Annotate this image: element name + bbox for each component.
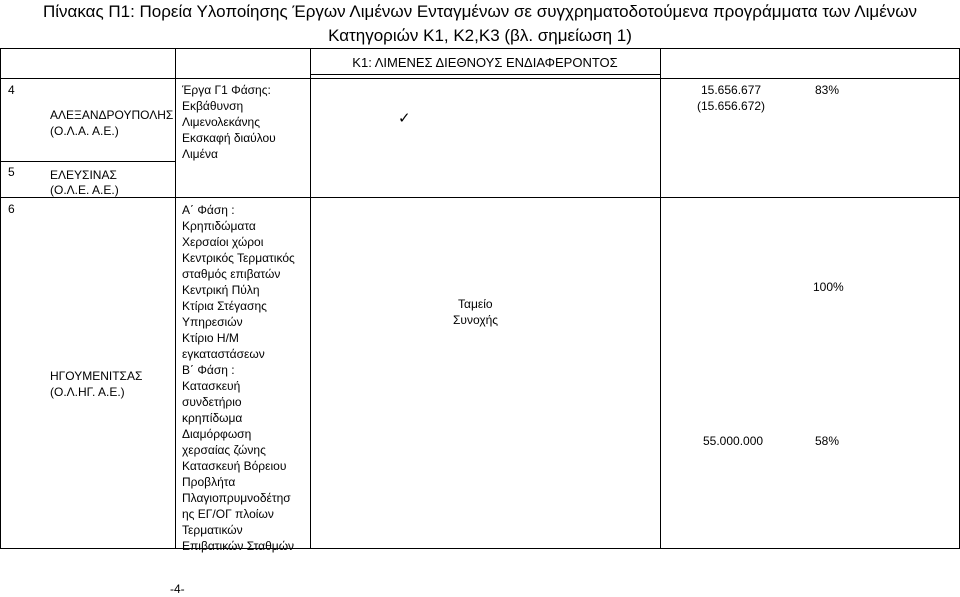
- banner-right-border: [660, 48, 661, 549]
- project-line: Κρηπιδώματα: [182, 219, 256, 233]
- port-authority: (Ο.Λ.Ε. Α.Ε.): [50, 183, 119, 197]
- table-left-border: [0, 48, 1, 549]
- port-authority: (Ο.Λ.Α. Α.Ε.): [50, 124, 119, 138]
- project-line: Εκσκαφή διαύλου: [182, 131, 276, 145]
- project-line: ης ΕΓ/ΟΓ πλοίων: [182, 507, 274, 521]
- row-number: 4: [8, 83, 15, 97]
- row-4-bottom-border: [0, 161, 175, 162]
- project-line: Χερσαίοι χώροι: [182, 235, 264, 249]
- project-line: Κατασκευή: [182, 379, 241, 393]
- progress-value: 83%: [815, 83, 840, 97]
- project-line: Α΄ Φάση :: [182, 203, 235, 217]
- project-line: Κτίριο Η/Μ: [182, 331, 239, 345]
- project-line: Υπηρεσιών: [182, 315, 243, 329]
- project-line: Επιβατικών Σταθμών: [182, 539, 295, 553]
- progress-value: 100%: [813, 280, 844, 294]
- funding-source: Ταμείο: [458, 297, 493, 311]
- checkmark-icon: ✓: [398, 110, 411, 127]
- budget-value-original: (15.656.672): [697, 99, 766, 113]
- project-line: Β΄ Φάση :: [182, 363, 235, 377]
- project-line: Κατασκευή Βόρειου: [182, 459, 287, 473]
- project-line: Πλαγιοπρυμνοδέτησ: [182, 491, 291, 505]
- row-number: 6: [8, 202, 15, 216]
- project-line: Προβλήτα: [182, 475, 236, 489]
- project-line: κρηπίδωμα: [182, 411, 243, 425]
- budget-value: 55.000.000: [703, 434, 764, 448]
- project-line: χερσαίας ζώνης: [182, 443, 266, 457]
- project-col-border: [310, 48, 311, 549]
- table-bottom-border: [0, 548, 960, 549]
- project-line: Λιμενολεκάνης: [182, 115, 260, 129]
- port-authority: (Ο.Λ.ΗΓ. Α.Ε.): [50, 385, 125, 399]
- banner-bottom-border: [310, 74, 660, 75]
- project-line: εγκαταστάσεων: [182, 347, 265, 361]
- project-line: σταθμός επιβατών: [182, 267, 281, 281]
- project-line: Εκβάθυνση: [182, 99, 244, 113]
- page-title: [40, 0, 920, 48]
- title-line-1: Πίνακας Π1: Πορεία Υλοποίησης Έργων Λιμένων Ενταγμένων σε συγχρηματοδοτούμενα προγράμματα των Λιμένων: [42, 2, 918, 21]
- row-number: 5: [8, 165, 15, 179]
- table-top-border: [0, 48, 960, 49]
- project-line: Κεντρική Πύλη: [182, 283, 260, 297]
- category-banner: Κ1: ΛΙΜΕΝΕΣ ΔΙΕΘΝΟΥΣ ΕΝΔΙΑΦΕΡΟΝΤΟΣ: [352, 55, 618, 70]
- header-bottom-border: [0, 78, 960, 79]
- project-line: Έργα Γ1 Φάσης:: [182, 83, 271, 97]
- port-col-border: [175, 48, 176, 549]
- title-line-2: Κατηγοριών Κ1, Κ2,Κ3 (βλ. σημείωση 1): [328, 26, 632, 45]
- funding-source: Συνοχής: [453, 313, 499, 327]
- project-line: Τερματικών: [182, 523, 243, 537]
- progress-value: 58%: [815, 434, 840, 448]
- project-line: Διαμόρφωση: [182, 427, 252, 441]
- project-line: Κτίρια Στέγασης: [182, 299, 267, 313]
- port-name: ΕΛΕΥΣΙΝΑΣ: [50, 168, 117, 182]
- row-5-bottom-border: [0, 197, 960, 198]
- project-line: Λιμένα: [182, 147, 218, 161]
- budget-value: 15.656.677: [701, 83, 762, 97]
- port-name: ΗΓΟΥΜΕΝΙΤΣΑΣ: [50, 369, 143, 383]
- port-name: ΑΛΕΞΑΝΔΡΟΥΠΟΛΗΣ: [50, 108, 174, 122]
- page-number: -4-: [170, 582, 185, 596]
- project-line: Κεντρικός Τερματικός: [182, 251, 295, 265]
- project-line: συνδετήριο: [182, 395, 242, 409]
